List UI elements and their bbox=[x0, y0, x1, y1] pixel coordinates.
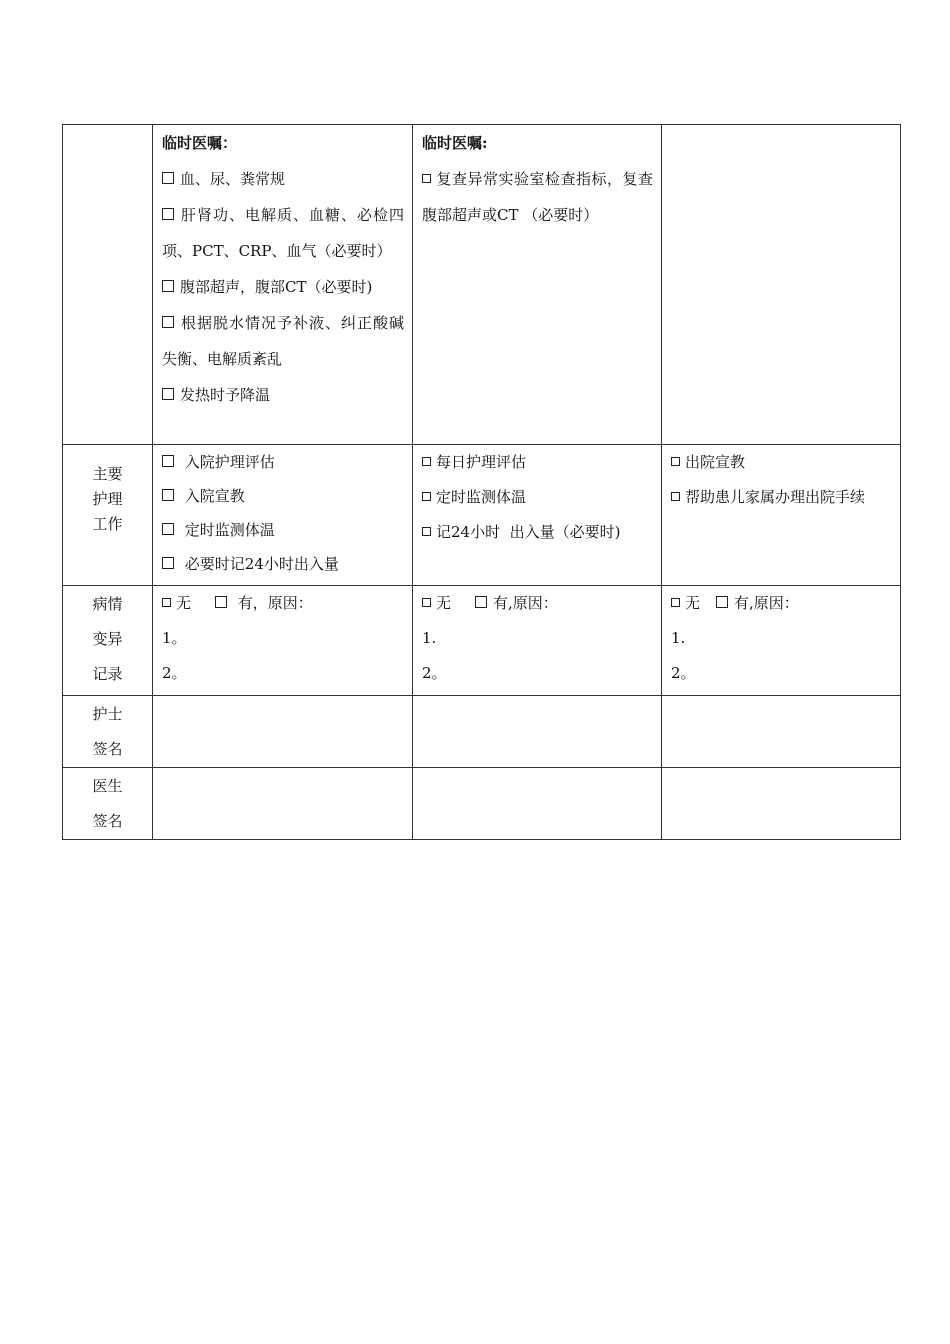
nursing-day2-cell bbox=[413, 445, 662, 586]
checkbox-icon[interactable] bbox=[475, 596, 487, 608]
checklist-item[interactable]: 血、尿、粪常规 bbox=[162, 161, 404, 197]
option-has[interactable]: 有，原因： bbox=[237, 594, 313, 612]
orders-day2-cell bbox=[413, 125, 662, 445]
doctor-signature-day3[interactable] bbox=[662, 768, 901, 840]
doctor-signature-row bbox=[63, 768, 901, 840]
checkbox-icon[interactable] bbox=[215, 596, 227, 608]
row-label: 医生 bbox=[92, 777, 123, 795]
checkbox-icon[interactable] bbox=[162, 523, 174, 535]
checkbox-icon[interactable] bbox=[671, 492, 680, 501]
row-label: 工作 bbox=[92, 515, 123, 533]
doctor-signature-day2[interactable] bbox=[413, 768, 662, 840]
variation-options bbox=[162, 586, 404, 621]
variation-line-1: 1. bbox=[422, 629, 437, 647]
nursing-day1-cell bbox=[153, 445, 413, 586]
checkbox-icon[interactable] bbox=[162, 598, 171, 607]
checkbox-icon[interactable] bbox=[716, 596, 728, 608]
checklist-item[interactable]: 每日护理评估 bbox=[422, 445, 653, 480]
checkbox-icon[interactable] bbox=[162, 208, 174, 220]
variation-options bbox=[671, 586, 892, 621]
row-label-cell bbox=[63, 445, 153, 586]
nurse-signature-day3[interactable] bbox=[662, 696, 901, 768]
checkbox-icon[interactable] bbox=[671, 598, 680, 607]
row-label-cell bbox=[63, 696, 153, 768]
row-label: 记录 bbox=[92, 665, 123, 683]
checklist-item[interactable]: 腹部超声，腹部CT（必要时) bbox=[162, 269, 404, 305]
variation-line-2: 2。 bbox=[162, 664, 187, 682]
variation-line-1: 1。 bbox=[162, 629, 187, 647]
orders-day1-cell bbox=[153, 125, 413, 445]
doctor-signature-day1[interactable] bbox=[153, 768, 413, 840]
nurse-signature-day2[interactable] bbox=[413, 696, 662, 768]
main-nursing-row bbox=[63, 445, 901, 586]
checklist-item[interactable]: 出院宣教 bbox=[671, 445, 892, 480]
checkbox-icon[interactable] bbox=[422, 457, 431, 466]
orders-title: 临时医嘱: bbox=[422, 134, 488, 152]
option-has[interactable]: 有,原因： bbox=[734, 594, 799, 612]
row-label: 护士 bbox=[92, 705, 123, 723]
variation-day1-cell bbox=[153, 586, 413, 696]
variation-options bbox=[422, 586, 653, 621]
checklist-item[interactable]: 定时监测体温 bbox=[422, 480, 653, 515]
row-label-cell bbox=[63, 768, 153, 840]
variation-day2-cell bbox=[413, 586, 662, 696]
checklist-item[interactable]: 复查异常实验室检查指标，复查腹部超声或CT （必要时） bbox=[422, 170, 653, 224]
checkbox-icon[interactable] bbox=[422, 598, 431, 607]
option-none[interactable]: 无 bbox=[685, 594, 701, 612]
checkbox-icon[interactable] bbox=[422, 527, 431, 536]
option-none[interactable]: 无 bbox=[436, 594, 452, 612]
variation-line-2: 2。 bbox=[671, 664, 696, 682]
option-none[interactable]: 无 bbox=[176, 594, 192, 612]
checklist-item[interactable]: 入院宣教 bbox=[162, 479, 404, 513]
checkbox-icon[interactable] bbox=[162, 280, 174, 292]
nurse-signature-day1[interactable] bbox=[153, 696, 413, 768]
row-label: 变异 bbox=[92, 630, 123, 648]
row-label-cell bbox=[63, 125, 153, 445]
variation-line-2: 2。 bbox=[422, 664, 447, 682]
checklist-item[interactable]: 必要时记24小时出入量 bbox=[162, 547, 404, 581]
row-label: 签名 bbox=[92, 740, 123, 758]
checkbox-icon[interactable] bbox=[422, 174, 431, 183]
row-label-cell bbox=[63, 586, 153, 696]
checklist-item[interactable]: 帮助患儿家属办理出院手续 bbox=[671, 480, 892, 515]
checkbox-icon[interactable] bbox=[162, 172, 174, 184]
orders-title: 临时医嘱： bbox=[162, 134, 238, 152]
checkbox-icon[interactable] bbox=[671, 457, 680, 466]
checklist-item[interactable]: 发热时予降温 bbox=[162, 377, 404, 413]
checkbox-icon[interactable] bbox=[422, 492, 431, 501]
checklist-item[interactable]: 记24小时 出入量（必要时) bbox=[422, 515, 653, 550]
row-label: 签名 bbox=[92, 812, 123, 830]
checkbox-icon[interactable] bbox=[162, 388, 174, 400]
checkbox-icon[interactable] bbox=[162, 316, 174, 328]
clinical-pathway-table bbox=[62, 124, 901, 840]
variation-record-row bbox=[63, 586, 901, 696]
nursing-day3-cell bbox=[662, 445, 901, 586]
checklist-item[interactable]: 根据脱水情况予补液、纠正酸碱失衡、电解质紊乱 bbox=[162, 314, 404, 368]
nurse-signature-row bbox=[63, 696, 901, 768]
checkbox-icon[interactable] bbox=[162, 557, 174, 569]
row-label: 主要 bbox=[92, 465, 123, 483]
variation-line-1: 1. bbox=[671, 629, 686, 647]
checkbox-icon[interactable] bbox=[162, 489, 174, 501]
variation-day3-cell bbox=[662, 586, 901, 696]
checklist-item[interactable]: 入院护理评估 bbox=[162, 445, 404, 479]
orders-day3-cell bbox=[662, 125, 901, 445]
checklist-item[interactable]: 定时监测体温 bbox=[162, 513, 404, 547]
checklist-item[interactable]: 肝肾功、电解质、血糖、必检四项、PCT、CRP、血气（必要时） bbox=[162, 206, 404, 260]
option-has[interactable]: 有,原因： bbox=[493, 594, 558, 612]
temporary-orders-row bbox=[63, 125, 901, 445]
row-label: 护理 bbox=[92, 490, 123, 508]
row-label: 病情 bbox=[92, 595, 123, 613]
checkbox-icon[interactable] bbox=[162, 455, 174, 467]
